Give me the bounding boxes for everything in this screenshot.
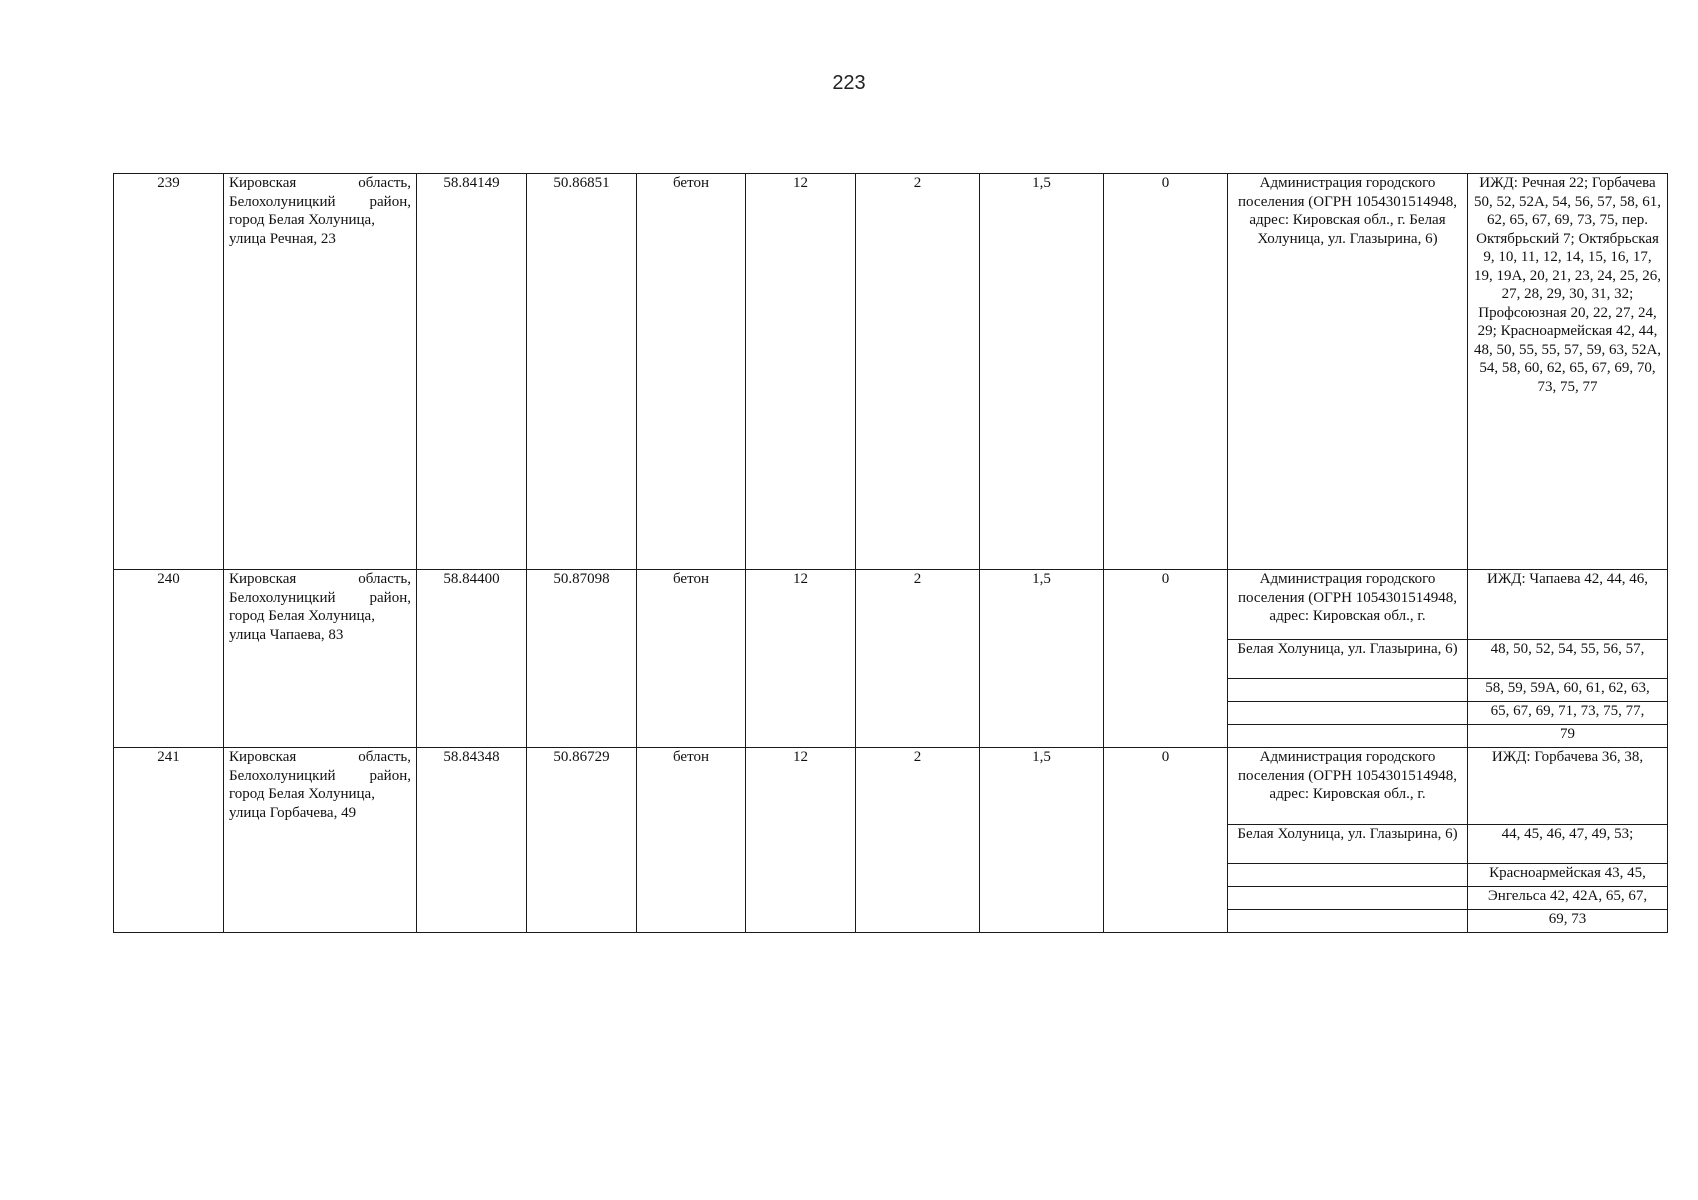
owner: Администрация городского поселения (ОГРН 1054301514948, адрес: Кировская обл., г. [1228,748,1468,825]
surface-type: бетон [637,570,746,748]
owner: Администрация городского поселения (ОГРН 1054301514948, адрес: Кировская обл., г. [1228,570,1468,640]
row-number: 240 [114,570,224,748]
location-street: улица Речная, 23 [229,230,336,247]
planned-containers: 0 [1104,174,1228,570]
surface-type: бетон [637,174,746,570]
row-number: 241 [114,748,224,933]
container-count: 2 [856,570,980,748]
site-location [224,570,417,748]
owner [1228,864,1468,887]
surface-type: бетон [637,748,746,933]
owner: Белая Холуница, ул. Глазырина, 6) [1228,640,1468,679]
site-area: 12 [746,570,856,748]
latitude: 58.84149 [417,174,527,570]
location-line: Кировская область, Белохолуницкий район, город Белая Холуница, [229,749,411,802]
waste-sources: 69, 73 [1468,910,1668,933]
waste-sources: Энгельса 42, 42А, 65, 67, [1468,887,1668,910]
owner: Белая Холуница, ул. Глазырина, 6) [1228,825,1468,864]
site-location [224,174,417,570]
waste-sources: ИЖД: Чапаева 42, 44, 46, [1468,570,1668,640]
planned-containers: 0 [1104,570,1228,748]
planned-containers: 0 [1104,748,1228,933]
location-line: Кировская область, Белохолуницкий район, город Белая Холуница, [229,571,411,624]
owner [1228,910,1468,933]
longitude: 50.87098 [527,570,637,748]
latitude: 58.84400 [417,570,527,748]
waste-sources: 65, 67, 69, 71, 73, 75, 77, [1468,702,1668,725]
owner [1228,702,1468,725]
container-volume: 1,5 [980,570,1104,748]
owner [1228,679,1468,702]
waste-sources: Красноармейская 43, 45, [1468,864,1668,887]
waste-sources: ИЖД: Горбачева 36, 38, [1468,748,1668,825]
owner [1228,887,1468,910]
location-line: Кировская область, Белохолуницкий район, город Белая Холуница, [229,175,411,228]
container-volume: 1,5 [980,174,1104,570]
table-row [114,570,1668,640]
latitude: 58.84348 [417,748,527,933]
container-count: 2 [856,748,980,933]
container-count: 2 [856,174,980,570]
site-location [224,748,417,933]
container-volume: 1,5 [980,748,1104,933]
owner: Администрация городского поселения (ОГРН 1054301514948, адрес: Кировская обл., г. Белая Холуница, ул. Глазырина, 6) [1228,174,1468,570]
owner [1228,725,1468,748]
waste-sources: ИЖД: Речная 22; Горбачева 50, 52, 52А, 54, 56, 57, 58, 61, 62, 65, 67, 69, 73, 75, пер. Октябрьский 7; Октябрьская 9, 10, 11, 12, 14, 15, 16, 17, 19, 19А, 20, 21, 23, 24, 25, 26, 27, 28, 29, 30, 31, 32; Профсоюзная 20, 22, 27, 24, 29; Красноармейская 42, 44, 48, 50, 55, 55, 57, 59, 63, 52А, 54, 58, 60, 62, 65, 67, 69, 70, 73, 75, 77 [1468,174,1668,570]
site-area: 12 [746,748,856,933]
waste-sources: 44, 45, 46, 47, 49, 53; [1468,825,1668,864]
row-number: 239 [114,174,224,570]
waste-sites-table [113,173,1668,933]
waste-sources: 79 [1468,725,1668,748]
location-street: улица Чапаева, 83 [229,626,344,643]
waste-sources: 58, 59, 59А, 60, 61, 62, 63, [1468,679,1668,702]
table-row [114,748,1668,825]
longitude: 50.86851 [527,174,637,570]
page-number: 223 [832,72,866,94]
location-street: улица Горбачева, 49 [229,804,357,821]
waste-sources: 48, 50, 52, 54, 55, 56, 57, [1468,640,1668,679]
table-row [114,174,1668,570]
longitude: 50.86729 [527,748,637,933]
site-area: 12 [746,174,856,570]
